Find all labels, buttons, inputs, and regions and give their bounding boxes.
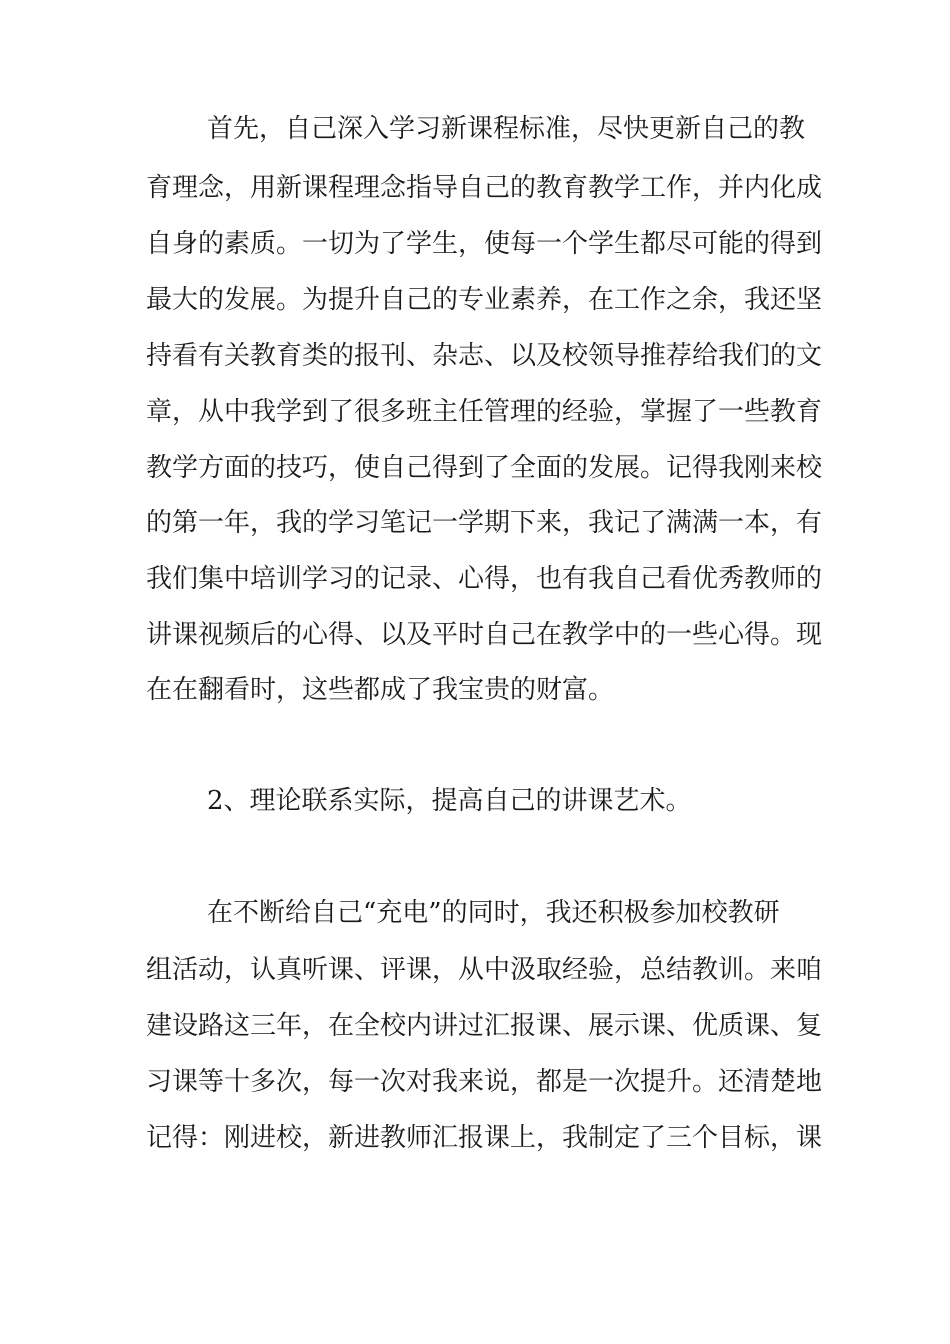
- paragraph-2-line-2: 组活动，认真听课、评课，从中汲取经验，总结教训。来咱: [146, 955, 823, 985]
- paragraph-2-line-4: 习课等十多次，每一次对我来说，都是一次提升。还清楚地: [146, 1067, 823, 1097]
- paragraph-1-line-3: 自身的素质。一切为了学生，使每一个学生都尽可能的得到: [146, 229, 823, 259]
- paragraph-2-line-5: 记得：刚进校，新进教师汇报课上，我制定了三个目标，课: [146, 1123, 823, 1153]
- section-heading: 2、理论联系实际，提高自己的讲课艺术。: [207, 786, 692, 816]
- paragraph-1-line-11: 在在翻看时，这些都成了我宝贵的财富。: [146, 675, 615, 705]
- paragraph-1-line-7: 教学方面的技巧，使自己得到了全面的发展。记得我刚来校: [146, 453, 823, 483]
- paragraph-1-line-6: 章，从中我学到了很多班主任管理的经验，掌握了一些教育: [146, 397, 823, 427]
- paragraph-1-line-5: 持看有关教育类的报刊、杂志、以及校领导推荐给我们的文: [146, 341, 823, 371]
- paragraph-2-line-3: 建设路这三年，在全校内讲过汇报课、展示课、优质课、复: [146, 1011, 823, 1041]
- paragraph-1-line-8: 的第一年，我的学习笔记一学期下来，我记了满满一本，有: [146, 508, 823, 538]
- paragraph-1-line-1: 首先，自己深入学习新课程标准，尽快更新自己的教: [207, 114, 806, 144]
- paragraph-1-line-4: 最大的发展。为提升自己的专业素养，在工作之余，我还坚: [146, 285, 823, 315]
- paragraph-1-line-10: 讲课视频后的心得、以及平时自己在教学中的一些心得。现: [146, 620, 823, 650]
- paragraph-1-line-9: 我们集中培训学习的记录、心得，也有我自己看优秀教师的: [146, 564, 823, 594]
- paragraph-2-line-1: 在不断给自己“充电”的同时，我还积极参加校教研: [207, 898, 780, 928]
- paragraph-1-line-2: 育理念，用新课程理念指导自己的教育教学工作，并内化成: [146, 173, 823, 203]
